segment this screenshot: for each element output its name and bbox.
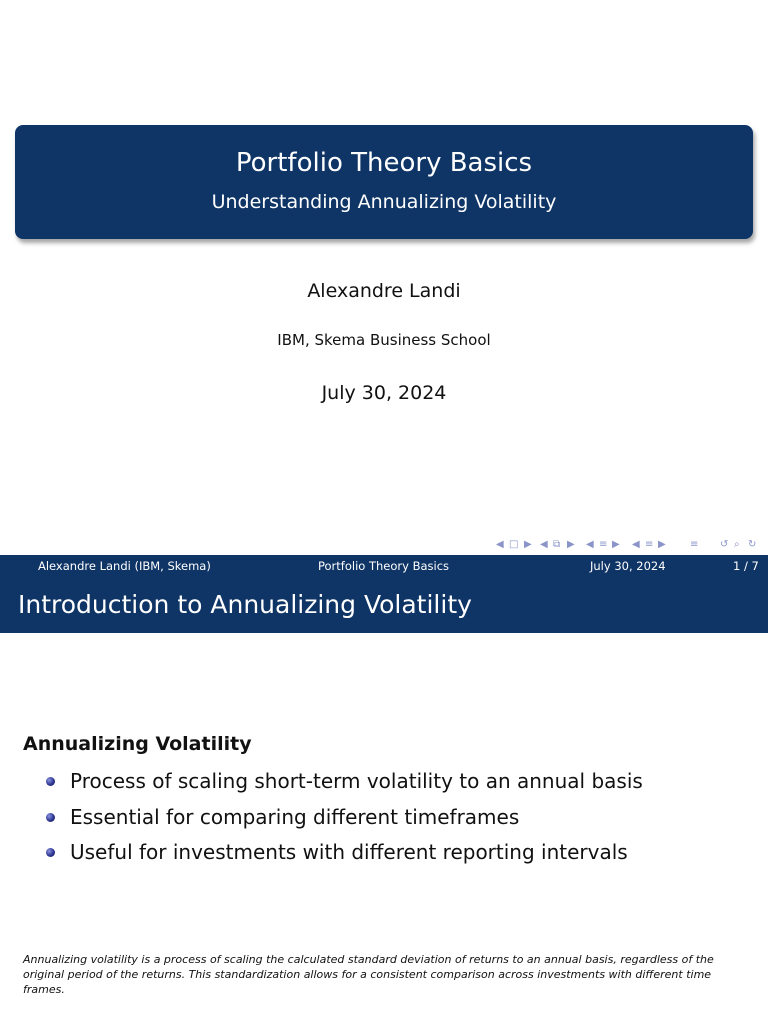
- bullet-icon: [46, 848, 55, 857]
- frame-title: Introduction to Annualizing Volatility: [18, 590, 472, 619]
- author-name: Alexandre Landi: [307, 280, 461, 302]
- bullet-icon: [46, 777, 55, 786]
- institute: IBM, Skema Business School: [277, 331, 491, 349]
- nav-subsection-icon[interactable]: ≡: [599, 539, 608, 550]
- speaker-note: Annualizing volatility is a process of scaling the calculated standard deviation of returns to an annual basis, regardless of the original period of the returns. This standardization allows for a consistent comparison across investments with different time frames.: [23, 953, 714, 996]
- nav-back-icon[interactable]: ↺: [720, 539, 729, 550]
- footer-date: July 30, 2024: [590, 559, 666, 573]
- nav-next-frame-icon[interactable]: ▶: [567, 539, 575, 550]
- footer-title: Portfolio Theory Basics: [318, 559, 450, 573]
- footer-page-number: 1 / 7: [733, 559, 759, 573]
- nav-next-slide-icon[interactable]: ▶: [524, 539, 532, 550]
- list-item-text: Essential for comparing different timeframes: [70, 804, 520, 829]
- slide-footer: [0, 555, 768, 577]
- nav-slide-icon[interactable]: □: [509, 539, 519, 550]
- list-item: [46, 837, 643, 873]
- nav-prev-section-icon[interactable]: ◀: [632, 539, 640, 550]
- title-box: [15, 125, 753, 239]
- block-title: Annualizing Volatility: [23, 733, 252, 755]
- list-item-text: Useful for investments with different reporting intervals: [70, 840, 628, 864]
- beamer-navigation-symbols[interactable]: [496, 538, 764, 552]
- nav-search-icon[interactable]: ⌕: [734, 539, 740, 550]
- nav-prev-slide-icon[interactable]: ◀: [496, 539, 504, 550]
- presentation-subtitle: Understanding Annualizing Volatility: [211, 191, 557, 213]
- footer-author: Alexandre Landi (IBM, Skema): [38, 559, 211, 573]
- nav-next-section-icon[interactable]: ▶: [658, 539, 666, 550]
- frame-title-bar: [0, 577, 768, 633]
- nav-prev-frame-icon[interactable]: ◀: [540, 539, 548, 550]
- list-item: [46, 766, 643, 802]
- nav-prev-subsection-icon[interactable]: ◀: [586, 539, 594, 550]
- nav-next-subsection-icon[interactable]: ▶: [612, 539, 620, 550]
- nav-section-icon[interactable]: ≡: [645, 539, 654, 550]
- presentation-date: July 30, 2024: [321, 382, 447, 404]
- bullet-icon: [46, 813, 55, 822]
- presentation-title: Portfolio Theory Basics: [235, 148, 533, 178]
- list-item: [46, 802, 643, 838]
- nav-frame-icon[interactable]: ⧉: [553, 539, 561, 550]
- list-item-text: Process of scaling short-term volatility to an annual basis: [70, 769, 643, 793]
- nav-document-icon[interactable]: ≡: [690, 539, 699, 550]
- nav-forward-icon[interactable]: ↻: [748, 539, 757, 550]
- bullet-list: [46, 766, 643, 873]
